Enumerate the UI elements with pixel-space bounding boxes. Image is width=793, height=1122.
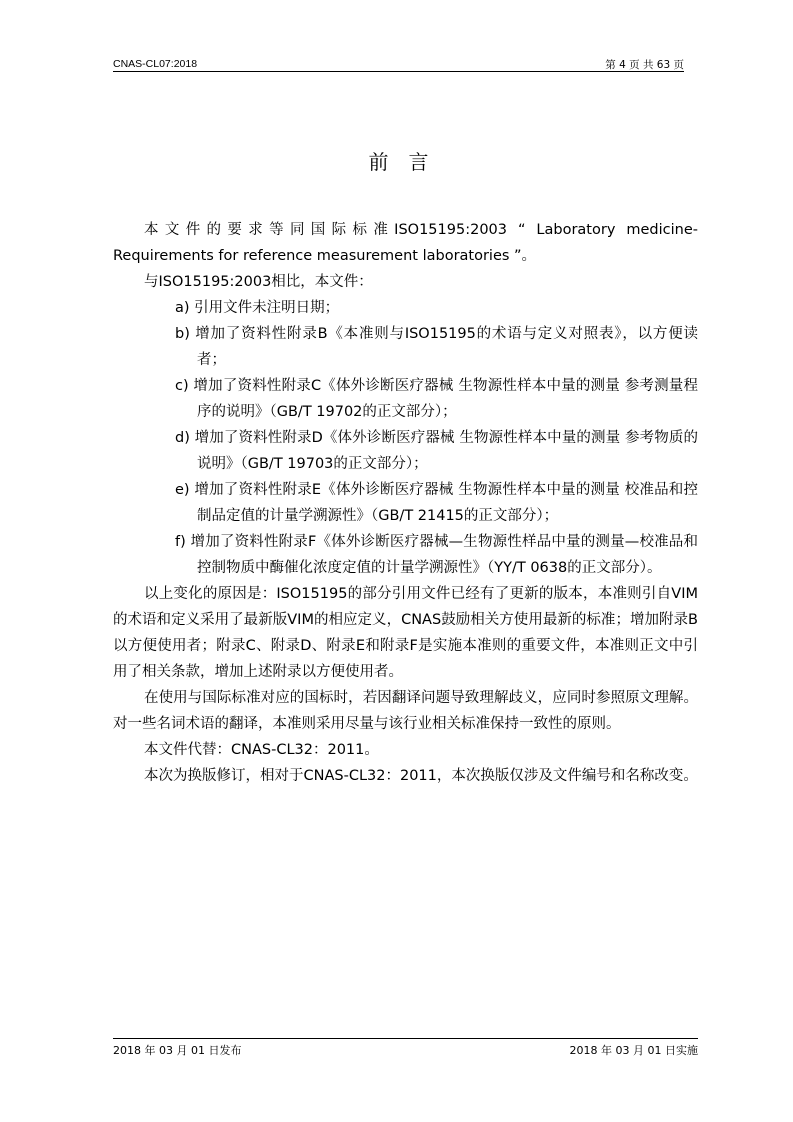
document-body	[113, 217, 698, 789]
page-footer	[113, 1038, 698, 1057]
list-item: a) 引用文件未注明日期；	[175, 300, 340, 316]
comparison-intro: 与ISO15195:2003相比，本文件：	[144, 274, 373, 290]
revision-paragraph: 本次为换版修订，相对于CNAS-CL32：2011，本次换版仅涉及文件编号和名称改变。	[144, 768, 698, 784]
list-item: b) 增加了资料性附录B《本准则与ISO15195的术语与定义对照表》，以方便读者；	[175, 326, 698, 368]
effective-date: 2018 年 03 月 01 日实施	[569, 1044, 698, 1057]
issue-date: 2018 年 03 月 01 日发布	[113, 1044, 242, 1057]
document-id: CNAS-CL07:2018	[113, 58, 198, 70]
page-title: 前言	[368, 150, 449, 174]
list-item: f) 增加了资料性附录F《体外诊断医疗器械—生物源性样品中量的测量—校准品和控制物质中酶催化浓度定值的计量学溯源性》（YY/T 0638的正文部分）。	[175, 534, 698, 576]
replacement-paragraph: 本文件代替：CNAS-CL32：2011。	[144, 742, 379, 758]
intro-paragraph: 本文件的要求等同国际标准ISO15195:2003 “ Laboratory medicine-Requirements for reference measurement laboratories ”。	[113, 222, 698, 264]
translation-paragraph: 在使用与国际标准对应的国标时，若因翻译问题导致理解歧义，应同时参照原文理解。对一些名词术语的翻译，本准则采用尽量与该行业相关标准保持一致性的原则。	[113, 690, 698, 732]
list-item: c) 增加了资料性附录C《体外诊断医疗器械 生物源性样本中量的测量 参考测量程序的说明》（GB/T 19702的正文部分）；	[175, 378, 698, 420]
list-item: d) 增加了资料性附录D《体外诊断医疗器械 生物源性样本中量的测量 参考物质的说明》（GB/T 19703的正文部分）；	[175, 430, 698, 472]
list-item: e) 增加了资料性附录E《体外诊断医疗器械 生物源性样本中量的测量 校准品和控制品定值的计量学溯源性》（GB/T 21415的正文部分）；	[175, 482, 698, 524]
reason-paragraph: 以上变化的原因是：ISO15195的部分引用文件已经有了更新的版本，本准则引自VIM的术语和定义采用了最新版VIM的相应定义，CNAS鼓励相关方使用最新的标准；增加附录B以方便使用者；附录C、附录D、附录E和附录F是实施本准则的重要文件，本准则正文中引用了相关条款，增加上述附录以方便使用者。	[113, 586, 698, 680]
page-header	[113, 56, 684, 72]
page-number: 第 4 页 共 63 页	[605, 59, 684, 71]
